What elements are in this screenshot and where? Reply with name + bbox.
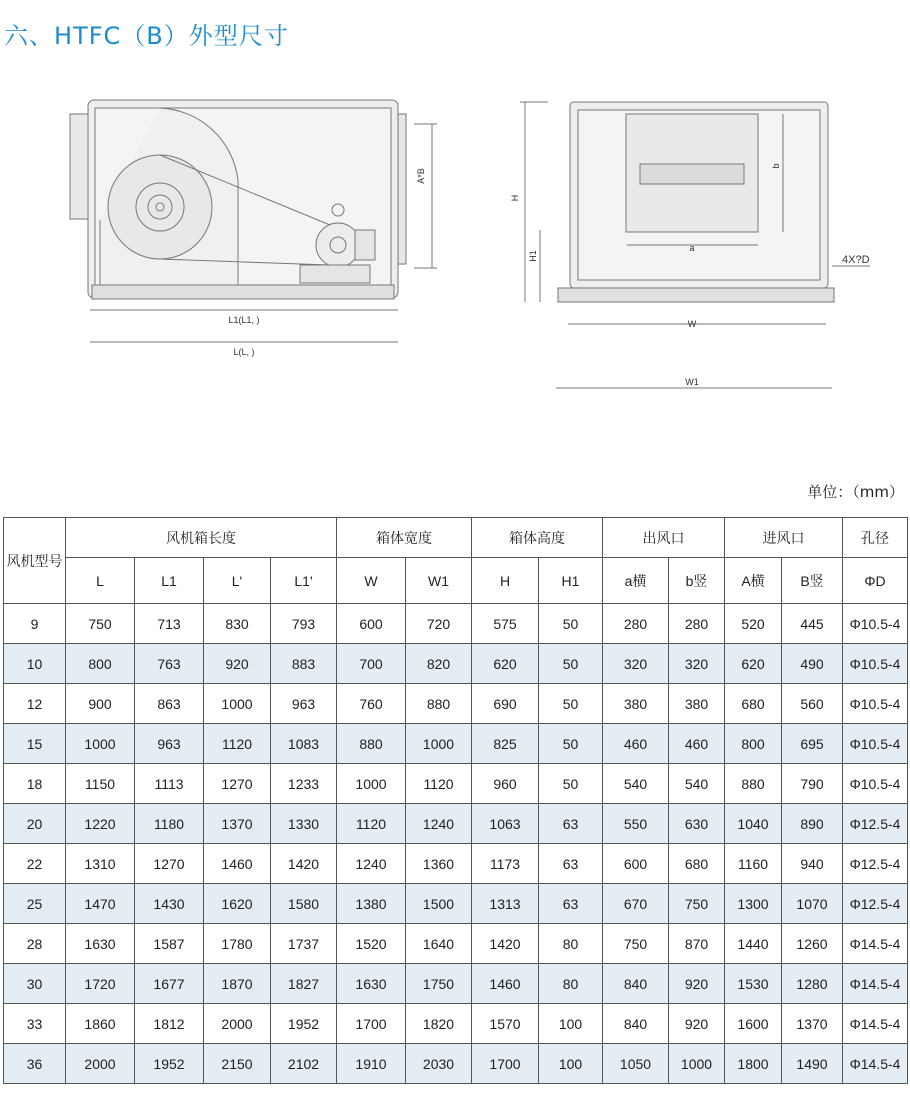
table-cell: 1360: [406, 844, 472, 884]
table-cell: 560: [782, 684, 843, 724]
table-cell: 963: [135, 724, 204, 764]
table-cell: 540: [669, 764, 725, 804]
table-cell: 1150: [66, 764, 135, 804]
table-cell: 600: [337, 604, 406, 644]
subheader-cell: a横: [603, 558, 669, 604]
model-cell: 20: [4, 804, 66, 844]
table-cell: 863: [135, 684, 204, 724]
table-cell: 1270: [135, 844, 204, 884]
model-cell: 22: [4, 844, 66, 884]
table-cell: 1780: [204, 924, 271, 964]
table-cell: 1520: [337, 924, 406, 964]
table-cell: 320: [603, 644, 669, 684]
header-inlet: 进风口: [725, 518, 843, 558]
table-cell: 1220: [66, 804, 135, 844]
table-cell: 1173: [472, 844, 539, 884]
table-cell: 800: [66, 644, 135, 684]
table-cell: 2150: [204, 1044, 271, 1084]
table-cell: 1440: [725, 924, 782, 964]
table-cell: 750: [669, 884, 725, 924]
header-length: 风机箱长度: [66, 518, 337, 558]
table-cell: 1310: [66, 844, 135, 884]
table-cell: 750: [603, 924, 669, 964]
table-cell: 880: [406, 684, 472, 724]
table-cell: 1420: [472, 924, 539, 964]
table-cell: 1113: [135, 764, 204, 804]
table-cell: 2102: [271, 1044, 337, 1084]
table-cell: 840: [603, 1004, 669, 1044]
table-cell: 1620: [204, 884, 271, 924]
table-cell: 1677: [135, 964, 204, 1004]
model-cell: 12: [4, 684, 66, 724]
table-cell: 1870: [204, 964, 271, 1004]
table-cell: 940: [782, 844, 843, 884]
table-cell: 2030: [406, 1044, 472, 1084]
subheader-cell: b竖: [669, 558, 725, 604]
table-row: [4, 884, 908, 924]
table-cell: 1233: [271, 764, 337, 804]
header-height: 箱体高度: [472, 518, 603, 558]
table-cell: Φ14.5-4: [843, 1044, 908, 1084]
table-cell: 1070: [782, 884, 843, 924]
table-cell: 670: [603, 884, 669, 924]
table-cell: 920: [669, 1004, 725, 1044]
subheader-cell: W1: [406, 558, 472, 604]
table-cell: 80: [539, 924, 603, 964]
table-cell: 830: [204, 604, 271, 644]
subheader-cell: L1: [135, 558, 204, 604]
subheader-cell: ΦD: [843, 558, 908, 604]
table-cell: 825: [472, 724, 539, 764]
table-cell: 100: [539, 1004, 603, 1044]
model-cell: 15: [4, 724, 66, 764]
table-cell: 713: [135, 604, 204, 644]
subheader-cell: A横: [725, 558, 782, 604]
page-title: 六、HTFC（B）外型尺寸: [4, 22, 289, 50]
dimension-table: [3, 517, 908, 1084]
model-cell: 25: [4, 884, 66, 924]
table-cell: 1812: [135, 1004, 204, 1044]
dimension-drawing: [0, 80, 910, 410]
table-cell: 490: [782, 644, 843, 684]
table-cell: Φ10.5-4: [843, 604, 908, 644]
table-cell: 890: [782, 804, 843, 844]
table-cell: 460: [669, 724, 725, 764]
table-cell: 1270: [204, 764, 271, 804]
dim-holes-label: 4X?D: [842, 254, 870, 266]
model-cell: 10: [4, 644, 66, 684]
dim-l1-label: L1(L1, ): [228, 315, 260, 325]
table-cell: 1240: [337, 844, 406, 884]
table-cell: 1640: [406, 924, 472, 964]
dim-w1-label: W1: [685, 377, 699, 387]
table-cell: 1460: [204, 844, 271, 884]
table-cell: 520: [725, 604, 782, 644]
table-cell: 880: [725, 764, 782, 804]
table-cell: 1000: [337, 764, 406, 804]
table-cell: 960: [472, 764, 539, 804]
table-cell: 920: [669, 964, 725, 1004]
subheader-cell: L1': [271, 558, 337, 604]
table-cell: 280: [669, 604, 725, 644]
table-cell: 1330: [271, 804, 337, 844]
subheader-cell: H: [472, 558, 539, 604]
table-row: [4, 1004, 908, 1044]
table-cell: Φ12.5-4: [843, 884, 908, 924]
table-cell: 680: [669, 844, 725, 884]
table-cell: 1000: [204, 684, 271, 724]
table-cell: Φ14.5-4: [843, 1004, 908, 1044]
table-row: [4, 604, 908, 644]
table-cell: 445: [782, 604, 843, 644]
dim-h-label: H: [510, 194, 520, 202]
table-cell: 1800: [725, 1044, 782, 1084]
model-cell: 18: [4, 764, 66, 804]
table-cell: 1827: [271, 964, 337, 1004]
table-row: [4, 684, 908, 724]
table-cell: 1000: [66, 724, 135, 764]
table-cell: 1040: [725, 804, 782, 844]
table-cell: 1490: [782, 1044, 843, 1084]
table-cell: 80: [539, 964, 603, 1004]
table-cell: 280: [603, 604, 669, 644]
table-cell: 630: [669, 804, 725, 844]
table-cell: 50: [539, 604, 603, 644]
table-cell: 1820: [406, 1004, 472, 1044]
table-cell: 720: [406, 604, 472, 644]
table-cell: 1737: [271, 924, 337, 964]
table-row: [4, 844, 908, 884]
table-cell: 800: [725, 724, 782, 764]
table-cell: 1260: [782, 924, 843, 964]
table-cell: 1500: [406, 884, 472, 924]
table-cell: 760: [337, 684, 406, 724]
table-cell: 1160: [725, 844, 782, 884]
model-cell: 28: [4, 924, 66, 964]
table-cell: 1720: [66, 964, 135, 1004]
table-cell: 1120: [337, 804, 406, 844]
table-row: [4, 644, 908, 684]
table-cell: 1700: [472, 1044, 539, 1084]
table-cell: 1952: [135, 1044, 204, 1084]
table-cell: 1430: [135, 884, 204, 924]
subheader-cell: B竖: [782, 558, 843, 604]
header-width: 箱体宽度: [337, 518, 472, 558]
table-cell: 50: [539, 684, 603, 724]
table-row: [4, 724, 908, 764]
table-cell: 1120: [204, 724, 271, 764]
table-cell: 1050: [603, 1044, 669, 1084]
table-cell: 1240: [406, 804, 472, 844]
table-cell: 1470: [66, 884, 135, 924]
table-cell: 1313: [472, 884, 539, 924]
table-cell: 1420: [271, 844, 337, 884]
table-cell: 460: [603, 724, 669, 764]
model-cell: 36: [4, 1044, 66, 1084]
header-model: 风机型号: [4, 518, 66, 604]
table-cell: 1180: [135, 804, 204, 844]
dim-b-label: b: [771, 163, 781, 169]
subheader-cell: W: [337, 558, 406, 604]
table-cell: 1530: [725, 964, 782, 1004]
table-cell: 1630: [66, 924, 135, 964]
table-cell: 820: [406, 644, 472, 684]
dim-w-label: W: [687, 319, 697, 329]
table-cell: 2000: [204, 1004, 271, 1044]
unit-label: 单位：（mm）: [807, 483, 904, 501]
table-cell: 793: [271, 604, 337, 644]
table-cell: 840: [603, 964, 669, 1004]
table-cell: 1630: [337, 964, 406, 1004]
table-cell: 695: [782, 724, 843, 764]
table-cell: 690: [472, 684, 539, 724]
table-cell: 1600: [725, 1004, 782, 1044]
table-cell: 63: [539, 844, 603, 884]
table-cell: 1910: [337, 1044, 406, 1084]
front-view-drawing: [520, 102, 870, 388]
table-row: [4, 1044, 908, 1084]
table-cell: 550: [603, 804, 669, 844]
table-cell: 50: [539, 724, 603, 764]
table-cell: 2000: [66, 1044, 135, 1084]
table-cell: 1300: [725, 884, 782, 924]
header-hole: 孔径: [843, 518, 908, 558]
table-cell: 963: [271, 684, 337, 724]
subheader-cell: L': [204, 558, 271, 604]
table-cell: 900: [66, 684, 135, 724]
table-cell: 1750: [406, 964, 472, 1004]
table-row: [4, 924, 908, 964]
table-cell: Φ12.5-4: [843, 804, 908, 844]
subheader-cell: L: [66, 558, 135, 604]
table-row: [4, 764, 908, 804]
table-cell: 790: [782, 764, 843, 804]
table-cell: 1370: [204, 804, 271, 844]
table-cell: 320: [669, 644, 725, 684]
table-cell: 1380: [337, 884, 406, 924]
table-cell: 620: [472, 644, 539, 684]
table-cell: 750: [66, 604, 135, 644]
table-cell: 1460: [472, 964, 539, 1004]
table-cell: 1587: [135, 924, 204, 964]
table-cell: 1280: [782, 964, 843, 1004]
model-cell: 33: [4, 1004, 66, 1044]
table-cell: 620: [725, 644, 782, 684]
table-cell: 63: [539, 884, 603, 924]
table-cell: Φ14.5-4: [843, 924, 908, 964]
table-cell: 763: [135, 644, 204, 684]
table-cell: 540: [603, 764, 669, 804]
table-cell: 1120: [406, 764, 472, 804]
side-view-drawing: [70, 100, 437, 342]
table-cell: 600: [603, 844, 669, 884]
dim-l-label: L(L, ): [233, 347, 255, 357]
subheader-cell: H1: [539, 558, 603, 604]
table-cell: 50: [539, 644, 603, 684]
table-cell: 1952: [271, 1004, 337, 1044]
table-cell: 1000: [406, 724, 472, 764]
table-cell: 1063: [472, 804, 539, 844]
table-cell: Φ10.5-4: [843, 644, 908, 684]
table-cell: 1570: [472, 1004, 539, 1044]
table-cell: 100: [539, 1044, 603, 1084]
table-cell: 920: [204, 644, 271, 684]
dim-axb-label: A*B: [416, 168, 426, 184]
table-cell: 50: [539, 764, 603, 804]
table-row: [4, 964, 908, 1004]
table-cell: Φ10.5-4: [843, 724, 908, 764]
table-row: [4, 804, 908, 844]
table-cell: 1000: [669, 1044, 725, 1084]
table-cell: 380: [669, 684, 725, 724]
table-cell: Φ12.5-4: [843, 844, 908, 884]
dim-h1-label: H1: [528, 250, 538, 262]
table-cell: 380: [603, 684, 669, 724]
table-cell: 575: [472, 604, 539, 644]
dim-a-label: a: [689, 243, 695, 253]
table-cell: Φ10.5-4: [843, 684, 908, 724]
table-cell: 63: [539, 804, 603, 844]
table-cell: 1700: [337, 1004, 406, 1044]
table-cell: 1083: [271, 724, 337, 764]
table-cell: Φ14.5-4: [843, 964, 908, 1004]
table-cell: 1370: [782, 1004, 843, 1044]
table-cell: Φ10.5-4: [843, 764, 908, 804]
table-cell: 1860: [66, 1004, 135, 1044]
table-cell: 883: [271, 644, 337, 684]
header-outlet: 出风口: [603, 518, 725, 558]
table-cell: 700: [337, 644, 406, 684]
table-cell: 880: [337, 724, 406, 764]
table-cell: 870: [669, 924, 725, 964]
model-cell: 30: [4, 964, 66, 1004]
table-cell: 1580: [271, 884, 337, 924]
model-cell: 9: [4, 604, 66, 644]
table-cell: 680: [725, 684, 782, 724]
